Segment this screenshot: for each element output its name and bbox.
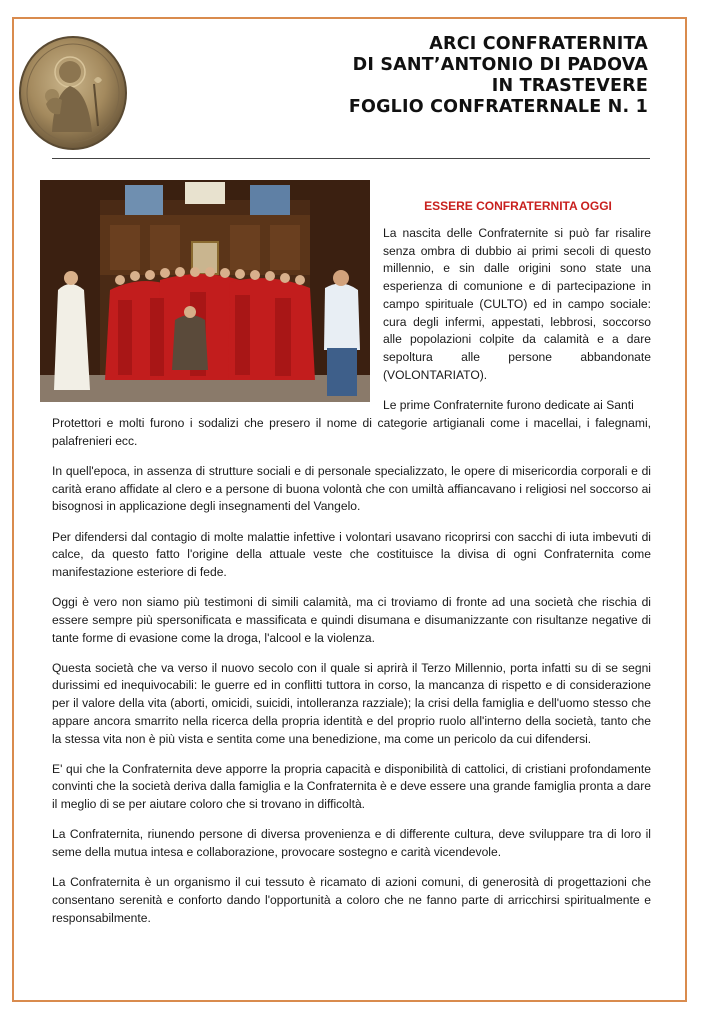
paragraph-8: La Confraternita, riunendo persone di diversa provenienza e di differente cultura, deve sviluppare tra di loro il seme della mutua intesa e collaborazione, provocare sostegno e carità vicendevole. — [52, 827, 651, 860]
document-header — [349, 34, 648, 118]
paragraph-4: Per difendersi dal contagio di molte malattie infettive i volontari usavano ricoprirsi con sacchi di iuta imbevuti di calce, da questo fatto l'origine della attuale veste che costituisce la divisa di ogni Confraternita come manifestazione esteriore di fede. — [52, 529, 651, 579]
paragraph-2-start: Le prime Confraternite furono dedicate ai Santi — [383, 398, 634, 412]
confraternity-group-photo-icon — [40, 180, 370, 402]
header-line-3: IN TRASTEVERE — [491, 76, 648, 96]
paragraph-1: La nascita delle Confraternite si può far risalire senza ombra di dubbio ai primi secoli di questo millennio, e sin dalle origini sono state una esperienza di comunione e di partecipazione in campo spirituale (CULTO) ed in campo sociale: cura degli infermi, appestati, lebbrosi, soccorso alle popolazioni colpite da calamità e a dare sepoltura alle persone abbandonate (VOLONTARIATO). — [383, 226, 651, 382]
header-divider — [52, 158, 650, 159]
paragraph-5: Oggi è vero non siamo più testimoni di simili calamità, ma ci troviamo di fronte ad una società che rischia di essere sempre più spersonificata e massificata e quindi disumana e disumanizzante con risultanze negative di tante forme di evasione come la droga, l'alcool e la violenza. — [52, 595, 651, 645]
saint-anthony-medal-icon — [18, 34, 128, 150]
paragraph-3: In quell'epoca, in assenza di strutture sociali e di personale specializzato, le opere di misericordia corporali e di carità erano affidate al clero e a persone di buona volontà che con umiltà affiancavano i religiosi nel soccorso ai bisognosi in applicazione degli insegnamenti del Vangelo. — [52, 463, 651, 514]
header-line-1: ARCI CONFRATERNITA — [429, 34, 648, 54]
header-line-4: FOGLIO CONFRATERNALE N. 1 — [348, 97, 648, 117]
paragraph-7: E' qui che la Confraternita deve apporre la propria capacità e disponibilità di cattolici, di cristiani profondamente convinti che la società deriva dalla famiglia e la Confraternita è e deve essere una grande famiglia pronta a dare il meglio di se per aiutare coloro che si trovano in difficoltà. — [52, 761, 651, 812]
article-title: ESSERE CONFRATERNITA OGGI — [424, 199, 612, 213]
article-body — [52, 415, 651, 940]
header-line-2: DI SANT’ANTONIO DI PADOVA — [352, 55, 648, 75]
paragraph-2-rest: Protettori e molti furono i sodalizi che presero il nome di categorie artigianali come i macellai, i falegnami, palafrenieri ecc. — [52, 416, 651, 448]
paragraph-6: Questa società che va verso il nuovo secolo con il quale si aprirà il Terzo Millennio, porta infatti su di se segni durissimi ed inequivocabili: le guerre ed in conflitti tuttora in corso, la mancanza di rispetto e di considerazione per il valore della vita (aborti, omicidi, suicidi, intolleranza razziale); la crisi della famiglia e dell'uomo stesso che appare ancora smarrito nella ricerca della propria identità e del proprio ruolo all'interno della società, tanto che la stessa vita non è più vista e sentita come una benedizione, ma come un pericolo da cui difendersi. — [52, 660, 651, 746]
paragraph-9: La Confraternita è un organismo il cui tessuto è ricamato di azioni comuni, di generosità di progettazioni che consentano serenità e conforto dando l'opportunità a coloro che ne fanno parte di arricchirsi spiritualmente e responsabilmente. — [52, 875, 651, 925]
